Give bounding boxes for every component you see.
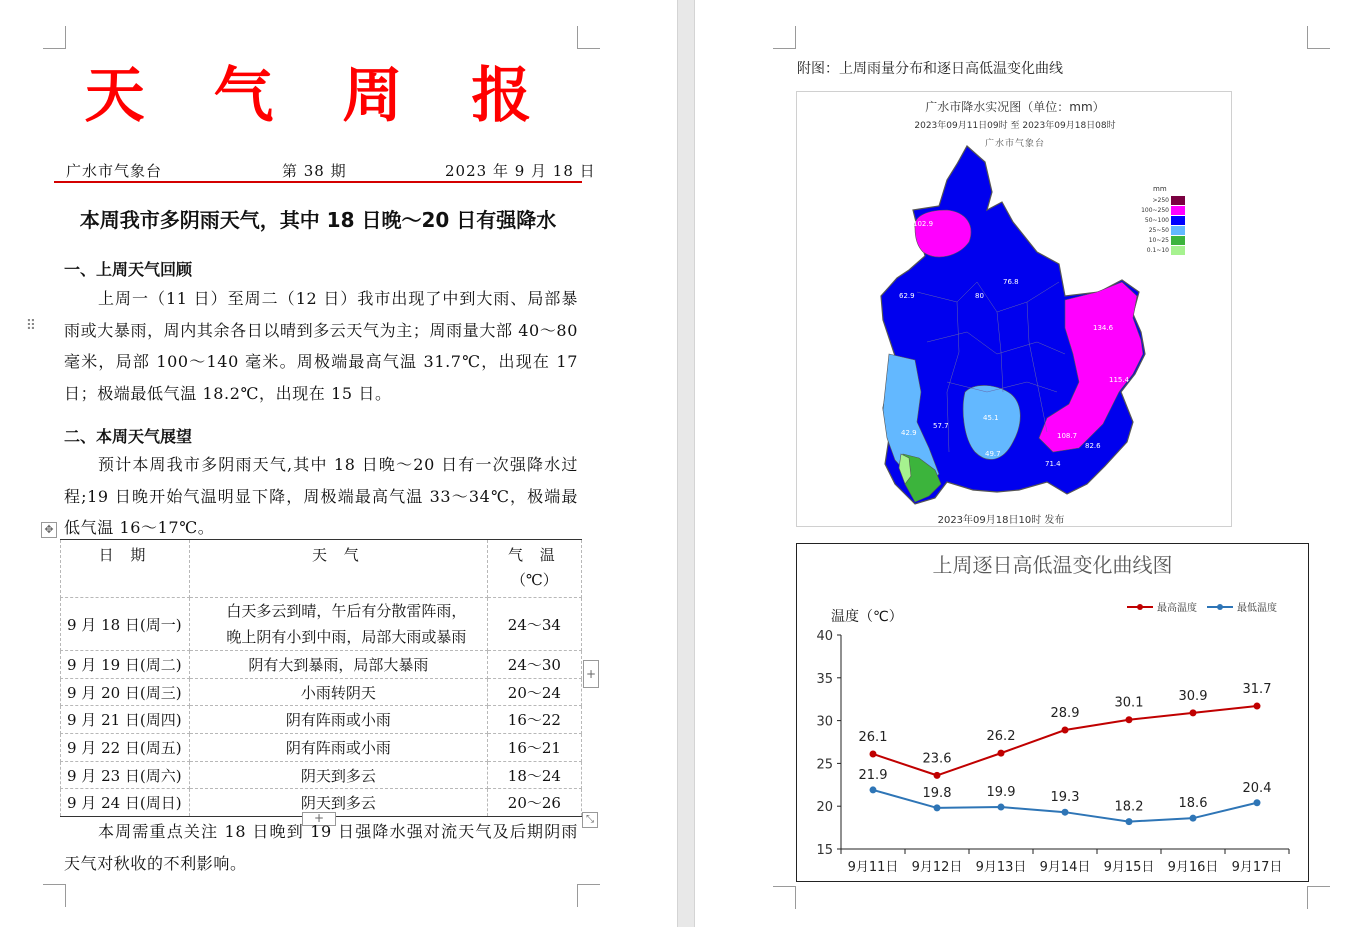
page-margin-mark: [43, 884, 66, 907]
row-date: 9 月 23 日(周六): [61, 761, 190, 789]
data-label: 19.3: [1050, 790, 1080, 806]
row-temp: 24～30: [487, 651, 581, 679]
map-agency: 广水市气象台: [984, 139, 1045, 149]
table-row: [61, 598, 582, 651]
issue-number: 第 38 期: [282, 162, 347, 180]
data-point: [1190, 815, 1197, 822]
legend-label: 50~100: [1144, 216, 1169, 224]
station-value: 71.4: [1045, 460, 1061, 468]
page-margin-mark: [773, 886, 796, 909]
row-weather: [189, 598, 487, 651]
row-date: 9 月 20 日(周三): [61, 678, 190, 706]
legend-item: [1137, 215, 1185, 225]
legend-label: 最高温度: [1157, 603, 1197, 614]
station-value: 82.6: [1085, 442, 1101, 450]
legend-swatch: [1171, 236, 1185, 245]
station-value: 76.8: [1003, 278, 1019, 286]
data-point: [1062, 809, 1069, 816]
issuing-organization: 广水市气象台: [66, 162, 163, 180]
table-row: [61, 761, 582, 789]
x-tick-label: 9月14日: [1039, 860, 1091, 875]
legend-label: >250: [1152, 196, 1169, 204]
station-value: 42.9: [901, 429, 917, 437]
data-point: [870, 750, 877, 757]
precipitation-map-graphic: [797, 92, 1233, 528]
row-temp: 20～26: [487, 789, 581, 817]
row-date: 9 月 18 日(周一): [61, 598, 190, 651]
headline: 本周我市多阴雨天气，其中 18 日晚～20 日有强降水: [79, 208, 557, 232]
data-label: 28.9: [1050, 706, 1080, 722]
legend-marker: [1137, 604, 1143, 610]
report-title: 天 气 周 报: [84, 61, 556, 131]
data-point: [998, 750, 1005, 757]
legend-item: [1137, 225, 1185, 235]
legend-label: 10~25: [1148, 236, 1169, 244]
legend-label: 最低温度: [1237, 603, 1277, 614]
data-label: 18.6: [1178, 796, 1208, 812]
row-temp: 16～22: [487, 706, 581, 734]
data-point: [934, 804, 941, 811]
table-header-temp: [487, 540, 581, 598]
data-point: [934, 772, 941, 779]
table-header-date: 日 期: [61, 540, 190, 598]
issue-date: 2023 年 9 月 18 日: [445, 162, 596, 180]
row-temp: 20～24: [487, 678, 581, 706]
y-tick-label: 35: [816, 671, 833, 687]
y-tick-label: 15: [816, 843, 833, 858]
row-date: 9 月 24 日(周日): [61, 789, 190, 817]
row-weather: 阴天到多云: [189, 789, 487, 817]
data-point: [870, 786, 877, 793]
section-heading-outlook: 二、本周天气展望: [64, 427, 193, 446]
legend-swatch: [1171, 216, 1185, 225]
page-margin-mark: [577, 884, 600, 907]
station-value: 115.4: [1109, 376, 1130, 384]
data-point: [1126, 716, 1133, 723]
table-header-row: [61, 540, 582, 598]
table-move-handle[interactable]: ✥: [41, 522, 57, 538]
data-point: [1190, 709, 1197, 716]
legend-swatch: [1171, 196, 1185, 205]
precipitation-map: [796, 91, 1232, 527]
section-body-outlook: 预计本周我市多阴雨天气,其中 18 日晚～20 日有一次强降水过程;19 日晚开始气温明显下降，周极端最高气温 33～34℃，极端最低气温 16～17℃。: [64, 455, 578, 537]
data-point: [998, 804, 1005, 811]
table-row: [61, 678, 582, 706]
legend-marker: [1217, 604, 1223, 610]
legend-label: 100~250: [1141, 206, 1169, 214]
station-value: 57.7: [933, 422, 949, 430]
legend-label: 25~50: [1148, 226, 1169, 234]
row-date: 9 月 22 日(周五): [61, 734, 190, 762]
map-issued: 2023年09月18日10时 发布: [937, 515, 1065, 526]
forecast-table: [60, 539, 582, 817]
legend-swatch: [1171, 226, 1185, 235]
map-legend: [1137, 195, 1185, 255]
legend-swatch: [1171, 246, 1185, 255]
station-value: 134.6: [1093, 324, 1114, 332]
row-weather-line2: 晚上阴有小到中雨，局部大雨或暴雨: [226, 628, 467, 646]
data-label: 26.2: [986, 729, 1016, 745]
data-label: 30.1: [1114, 695, 1144, 711]
table-resize-handle[interactable]: ⤡: [582, 812, 598, 828]
data-label: 18.2: [1114, 799, 1144, 815]
y-tick-label: 40: [816, 629, 833, 644]
row-weather-line1: 白天多云到晴，午后有分散雷阵雨，: [226, 602, 467, 620]
row-weather: 阴有阵雨或小雨: [189, 734, 487, 762]
paragraph-drag-handle[interactable]: ⠿: [25, 318, 37, 334]
station-value: 108.7: [1057, 432, 1078, 440]
row-date: 9 月 19 日(周二): [61, 651, 190, 679]
legend-item: [1137, 235, 1185, 245]
station-value: 49.7: [985, 450, 1001, 458]
legend-unit: mm: [1153, 185, 1167, 193]
add-row-button[interactable]: +: [302, 812, 336, 826]
table-row: [61, 734, 582, 762]
legend-swatch: [1171, 206, 1185, 215]
data-point: [1254, 799, 1261, 806]
row-temp: 24～34: [487, 598, 581, 651]
data-label: 26.1: [858, 729, 888, 745]
row-weather: 阴有阵雨或小雨: [189, 706, 487, 734]
data-point: [1254, 703, 1261, 710]
section-body-review: 上周一（11 日）至周二（12 日）我市出现了中到大雨、局部暴雨或大暴雨，周内其余各日以晴到多云天气为主；周雨量大部 40～80 毫米，局部 100～140 毫米。周极端最高气温 31.7℃，出现在 17 日；极端最低气温 18.2℃，出现在 15 日。: [64, 289, 578, 403]
y-tick-label: 30: [816, 714, 833, 730]
data-label: 19.9: [986, 785, 1016, 801]
data-point: [1126, 818, 1133, 825]
document-page-left: [0, 0, 677, 927]
legend-item: [1137, 195, 1185, 205]
map-title: 广水市降水实况图（单位：mm）: [925, 100, 1105, 114]
legend-item: [1137, 245, 1185, 255]
station-value: 45.1: [983, 414, 999, 422]
x-tick-label: 9月17日: [1231, 860, 1283, 875]
appendix-caption: 附图：上周雨量分布和逐日高低温变化曲线: [797, 61, 1063, 77]
map-period: 2023年09月11日09时 至 2023年09月18日08时: [914, 121, 1116, 131]
x-tick-label: 9月12日: [911, 860, 963, 875]
add-column-button[interactable]: +: [583, 660, 599, 688]
table-row: [61, 706, 582, 734]
row-date: 9 月 21 日(周四): [61, 706, 190, 734]
page-margin-mark: [43, 26, 66, 49]
temperature-chart-svg: [797, 544, 1308, 881]
row-weather: 小雨转阴天: [189, 678, 487, 706]
data-label: 23.6: [922, 751, 952, 767]
data-label: 19.8: [922, 785, 952, 801]
row-weather: 阴天到多云: [189, 761, 487, 789]
legend-label: 0.1~10: [1146, 246, 1169, 254]
table-header-temp-unit: （℃）: [511, 571, 558, 589]
y-tick-label: 20: [816, 800, 833, 816]
table-header-temp-line1: 气 温: [508, 546, 561, 564]
legend-item: [1137, 205, 1185, 215]
temperature-chart: [796, 543, 1309, 882]
x-tick-label: 9月16日: [1167, 860, 1219, 875]
page-margin-mark: [1307, 26, 1330, 49]
chart-title: 上周逐日高低温变化曲线图: [932, 553, 1173, 577]
x-tick-label: 9月15日: [1103, 860, 1155, 875]
data-label: 30.9: [1178, 688, 1208, 704]
row-temp: 18～24: [487, 761, 581, 789]
closing-paragraph: 本周需重点关注 18 日晚到 19 日强降水强对流天气及后期阴雨天气对秋收的不利影响。: [64, 822, 578, 873]
section-heading-review: 一、上周天气回顾: [64, 260, 193, 279]
page-margin-mark: [773, 26, 796, 49]
x-tick-label: 9月13日: [975, 860, 1027, 875]
header-divider: [54, 181, 582, 183]
data-label: 31.7: [1242, 682, 1272, 698]
row-temp: 16～21: [487, 734, 581, 762]
row-weather: 阴有大到暴雨，局部大暴雨: [189, 651, 487, 679]
table-header-weather: 天 气: [189, 540, 487, 598]
table-row: [61, 651, 582, 679]
page-margin-mark: [1307, 886, 1330, 909]
data-label: 20.4: [1242, 780, 1272, 796]
y-axis-label: 温度（℃）: [831, 609, 903, 625]
page-margin-mark: [577, 26, 600, 49]
page-gutter: [677, 0, 695, 927]
station-value: 80: [975, 292, 984, 300]
y-tick-label: 25: [816, 757, 833, 773]
x-tick-label: 9月11日: [847, 860, 899, 875]
station-value: 102.9: [913, 220, 934, 228]
station-value: 62.9: [899, 292, 915, 300]
data-label: 21.9: [858, 767, 888, 783]
data-point: [1062, 727, 1069, 734]
